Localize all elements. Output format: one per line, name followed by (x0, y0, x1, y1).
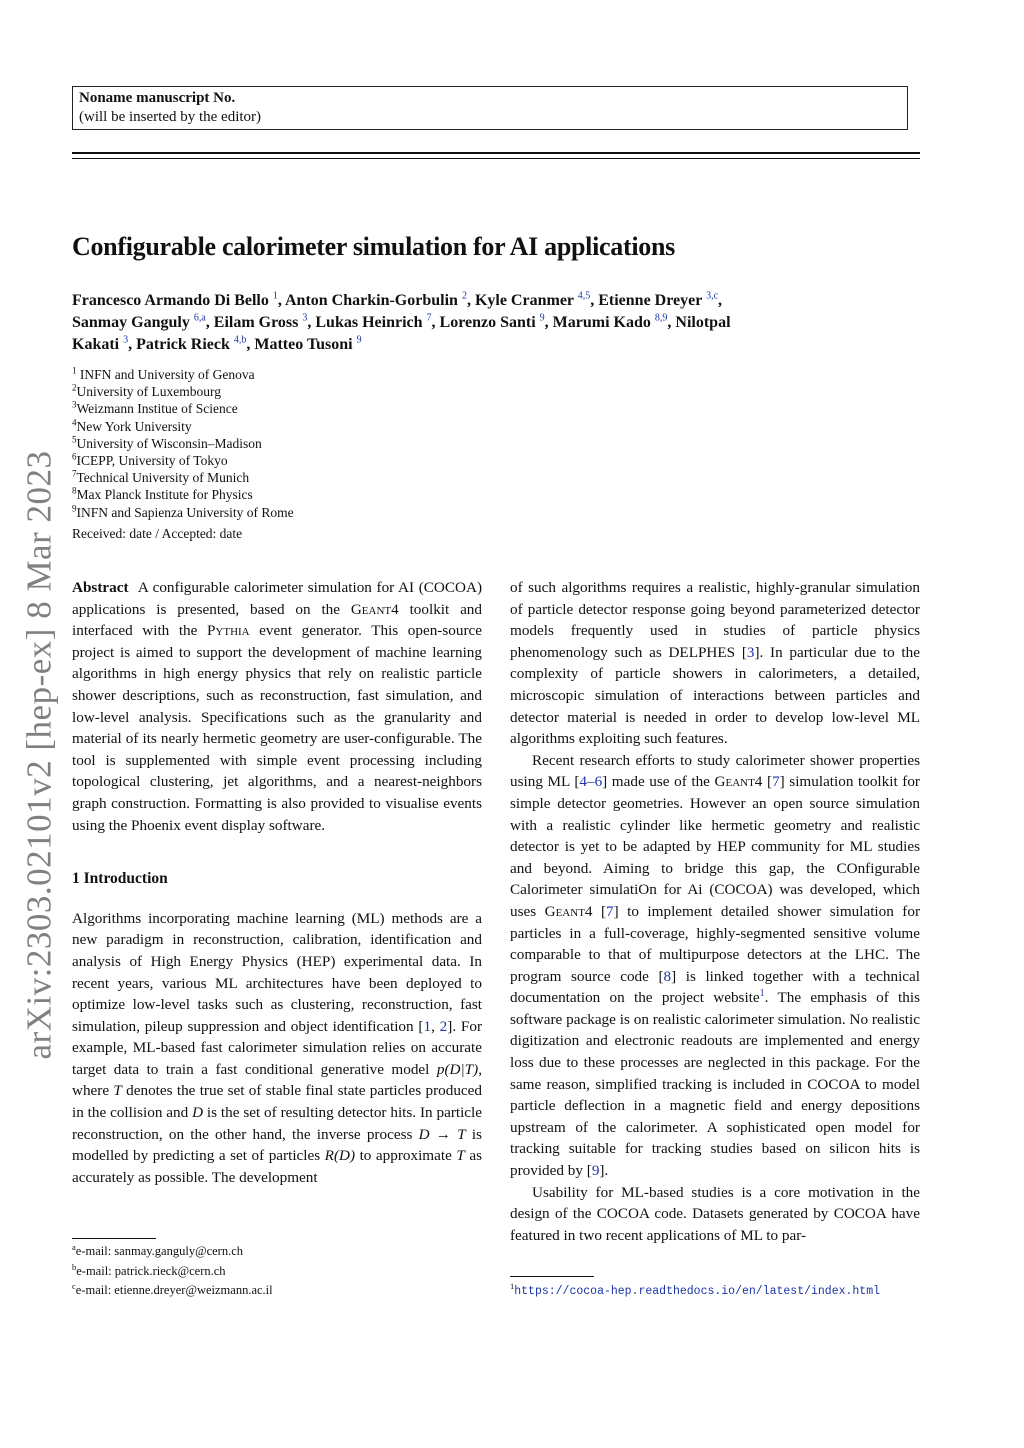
author: Eilam Gross $^3$, (213, 312, 316, 331)
author-affil-mark[interactable]: 2 (461, 290, 467, 302)
author: Lorenzo Santi $^9$, (439, 312, 553, 331)
left-column (72, 577, 482, 1188)
affiliation: $^6$ICEPP, University of Tokyo (72, 451, 228, 469)
manuscript-note: (will be inserted by the editor) (79, 109, 262, 125)
author: Etienne Dreyer $^{3,c}$, (598, 290, 723, 309)
received-date: Received: date / Accepted: date (72, 525, 243, 541)
affiliation: $^7$Technical University of Munich (72, 468, 250, 486)
citation-link[interactable]: 7 (606, 902, 614, 920)
author-affil-mark[interactable]: 7 (426, 312, 432, 324)
author-affil-mark[interactable]: 6,a (193, 312, 206, 324)
footnote-email: $^b$e-mail: patrick.rieck@cern.ch (72, 1261, 226, 1278)
footnote-mark[interactable]: 1 (759, 988, 765, 1000)
paper-title: Configurable calorimeter simulation for AI applications (72, 232, 675, 261)
body-paragraph: Usability for ML-based studies is a core motivation in the design of the COCOA code. Datasets generated by COCOA have featured in two recent applications of ML to par- (510, 1183, 920, 1244)
footnote-rule-right (510, 1276, 594, 1277)
author: Kyle Cranmer $^{4,5}$, (474, 290, 599, 309)
affiliation-list (72, 366, 512, 542)
citation-link[interactable]: 1 (423, 1017, 432, 1035)
manuscript-box (72, 86, 908, 130)
author-affil-mark[interactable]: 3 (302, 312, 308, 324)
affiliation: $^9$INFN and Sapienza University of Rome (72, 503, 294, 520)
author-affil-mark[interactable]: 9 (539, 312, 545, 324)
author: Matteo Tusoni $^9$ (254, 334, 362, 353)
affiliation: $^5$University of Wisconsin–Madison (72, 434, 262, 451)
arxiv-id: arXiv:2303.02101v2 [hep-ex] 8 Mar 2023 (19, 450, 59, 1060)
citation-link[interactable]: 7 (772, 773, 780, 791)
citation-link[interactable]: 3 (746, 643, 755, 661)
footnote-rule-left (72, 1238, 156, 1239)
footnote-right: $^1$https://cocoa-hep.readthedocs.io/en/latest/index.html (510, 1280, 881, 1298)
citation-link[interactable]: 2 (439, 1017, 448, 1035)
affiliation: $^4$New York University (72, 417, 192, 434)
author: Anton Charkin-Gorbulin $^2$, (285, 290, 475, 309)
right-column (510, 577, 920, 1246)
header-rule-thin (72, 158, 920, 159)
author-affil-mark[interactable]: 4,5 (577, 290, 591, 302)
intro-paragraph: Algorithms incorporating machine learning (ML) methods are a new paradigm in reconstruction, calibration, identification and analysis of High Energy Physics (HEP) experimental data. In recent years, various ML architectures have been deployed to optimize low-level tasks such as clustering, reconstruction, fast simulation, pileup suppression and object identification [1, 2]. For example, ML-based fast calorimeter simulation relies on accurate target data to train a fast conditional generative model p(D|T), where T denotes the true set of stable final state particles produced in the collision and D is the set of resulting detector hits. In particle reconstruction, on the other hand, the inverse process D → T is modelled by predicting a set of particles R(D) to approximate T as accurately as possible. The development (72, 909, 483, 1186)
abstract-label: Abstract (72, 579, 129, 596)
author-affil-mark[interactable]: 8,9 (654, 312, 668, 324)
project-website-link[interactable]: https://cocoa-hep.readthedocs.io/en/latest/index.html (514, 1285, 881, 1298)
author: Patrick Rieck $^{4,b}$, (136, 334, 255, 353)
author: Marumi Kado $^{8,9}$, (552, 312, 676, 331)
author: Nilotpal Kakati $^3$, (72, 314, 731, 353)
body-paragraph: of such algorithms requires a realistic, highly-granular simulation of particle detector response going beyond parameterized detector models frequently used in studies of particle physics phenomenology such as DELPHES [3]. In particular due to the complexity of particle showers in calorimeters, a detailed, microscopic simulation of interactions between particles and detector material is needed in order to develop low-level ML algorithms exploiting such features. (510, 579, 920, 748)
citation-link[interactable]: 4–6 (579, 773, 603, 791)
affiliation: $^8$Max Planck Institute for Physics (72, 485, 253, 503)
author-affil-mark[interactable]: 9 (356, 334, 362, 346)
author-affil-mark[interactable]: 3,c (706, 290, 719, 302)
footnote-email: $^a$e-mail: sanmay.ganguly@cern.ch (72, 1241, 244, 1258)
affiliation: $^2$University of Luxembourg (72, 382, 221, 400)
citation-link[interactable]: 8 (663, 967, 672, 985)
arxiv-sidebar-stamp (14, 450, 64, 1060)
manuscript-number: Noname manuscript No. (79, 90, 236, 106)
author: Francesco Armando Di Bello $^1$, (72, 290, 285, 309)
abstract: Abstract A configurable calorimeter simulation for AI (COCOA) applications is presented, based on the Geant4 toolkit and interfaced with the Pythia event generator. This open-source project is aimed to support the development of machine learning algorithms in high energy physics that rely on realistic particle shower descriptions, such as reconstruction, fast simulation, and low-level analysis. Specifications such as the granularity and material of its nearly hermetic geometry are user-configurable. The tool is supplemented with simple event processing including topological clustering, jet algorithms, and a nearest-neighbors graph construction. Formatting is also provided to visualise events using the Phoenix event display software. (72, 579, 482, 834)
affiliation: $^3$Weizmann Institue of Science (72, 399, 238, 417)
author: Sanmay Ganguly $^{6,a}$, (72, 312, 214, 331)
author-affil-mark[interactable]: 4,b (233, 334, 247, 346)
footnote-email: $^c$e-mail: etienne.dreyer@weizmann.ac.il (72, 1280, 273, 1297)
footnotes-left (72, 1242, 273, 1301)
author-list (72, 290, 762, 356)
header-rule-thick (72, 152, 920, 154)
body-paragraph: Recent research efforts to study calorimeter shower properties using ML [4–6] made use of the Geant4 [7] simulation toolkit for simple detector geometries. However an open source simulation with a realistic cylinder like hermetic geometry and realistic detector is yet to be adapted by HEP community for ML studies and beyond. Aiming to bridge this gap, the COnfigurable Calorimeter simulatiOn for Ai (COCOA) was developed, which uses Geant4 [7] to implement detailed shower simulation for particles in a full-coverage, highly-segmented sensitive volume comparable to that of multipurpose detectors at the LHC. The program source code [8] is linked together with a technical documentation on the project website$^1$. The emphasis of this software package is on realistic calorimeter simulation. No realistic digitization and electronic readouts are implemented and energy loss due to these processes are neglected in this package. For the same reason, simplified tracking is included in COCOA to model particle deflection in a magnetic field and energy depositions upstream of the calorimeter. A sophisticated open model for tracking suitable for tracking studies based on silicon hits is provided by [9]. (510, 751, 921, 1180)
author: Lukas Heinrich $^7$, (315, 312, 440, 331)
section-heading-introduction: 1 Introduction (72, 870, 168, 888)
citation-link[interactable]: 9 (591, 1162, 600, 1180)
author-affil-mark[interactable]: 1 (272, 290, 278, 302)
author-affil-mark[interactable]: 3 (123, 334, 129, 346)
affiliation: $^1$ INFN and University of Genova (72, 365, 255, 382)
